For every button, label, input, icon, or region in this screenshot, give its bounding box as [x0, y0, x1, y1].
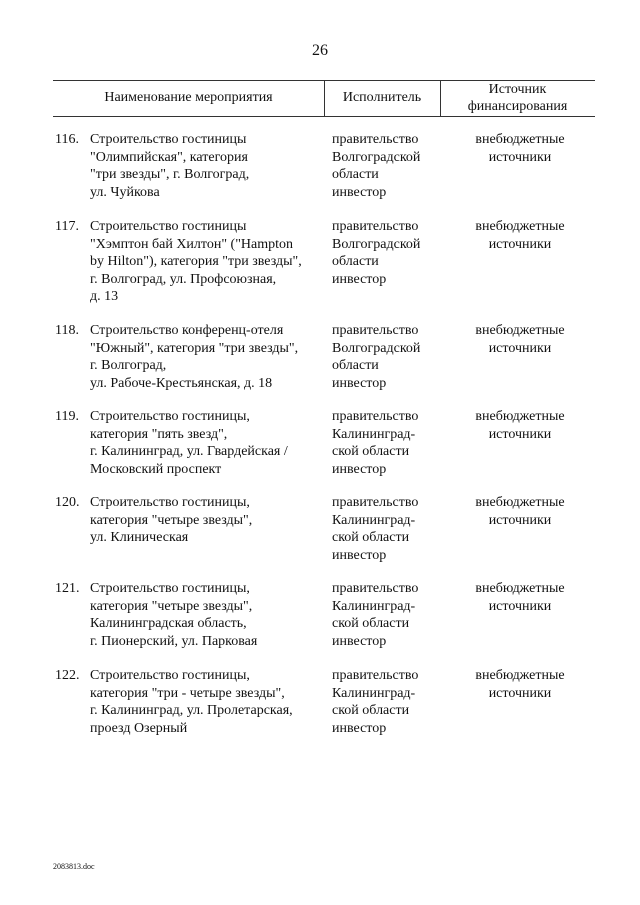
row-title: Строительство гостиницы, категория "четыре звезды", Калининградская область, г. Пионерский, ул. Парковая — [90, 581, 258, 649]
row-source: внебюджетные источники — [475, 495, 565, 528]
row-executor: правительство Волгоградской области инвестор — [332, 323, 421, 391]
row-title: Строительство конференц-отеля "Южный", категория "три звезды", г. Волгоград, ул. Рабоче-Крестьянская, д. 18 — [90, 323, 299, 391]
page-number: 26 — [312, 42, 328, 59]
row-source: внебюджетные источники — [475, 409, 565, 442]
row-number: 120. — [55, 495, 80, 510]
row-source: внебюджетные источники — [475, 132, 565, 165]
row-source: внебюджетные источники — [475, 323, 565, 356]
row-number: 121. — [55, 581, 80, 596]
row-title: Строительство гостиницы "Олимпийская", категория "три звезды", г. Волгоград, ул. Чуйкова — [90, 132, 250, 200]
row-number: 119. — [55, 409, 79, 424]
row-source: внебюджетные источники — [475, 668, 565, 701]
row-executor: правительство Калининград- ской области инвестор — [332, 581, 419, 649]
row-executor: правительство Волгоградской области инвестор — [332, 132, 421, 200]
row-executor: правительство Калининград- ской области инвестор — [332, 495, 419, 563]
row-source: внебюджетные источники — [475, 581, 565, 614]
column-header-name: Наименование мероприятия — [104, 90, 273, 105]
row-source: внебюджетные источники — [475, 219, 565, 252]
row-executor: правительство Волгоградской области инвестор — [332, 219, 421, 287]
row-number: 117. — [55, 219, 79, 234]
row-number: 122. — [55, 668, 80, 683]
row-title: Строительство гостиницы "Хэмптон бай Хилтон" ("Hampton by Hilton"), категория "три звезды", г. Волгоград, ул. Профсоюзная, д. 13 — [90, 219, 302, 304]
document-footer: 2083813.doc — [53, 862, 95, 871]
row-number: 116. — [55, 132, 79, 147]
row-executor: правительство Калининград- ской области инвестор — [332, 668, 419, 736]
row-executor: правительство Калининград- ской области инвестор — [332, 409, 419, 477]
column-header-executor: Исполнитель — [342, 90, 422, 105]
table-header-bottom-rule — [53, 116, 595, 117]
column-header-source: Источник финансирования — [467, 82, 568, 114]
row-title: Строительство гостиницы, категория "пять звезд", г. Калининград, ул. Гвардейская / Московский проспект — [90, 409, 288, 477]
row-title: Строительство гостиницы, категория "три - четыре звезды", г. Калининград, ул. Пролетарская, проезд Озерный — [90, 668, 293, 736]
row-title: Строительство гостиницы, категория "четыре звезды", ул. Клиническая — [90, 495, 253, 545]
row-number: 118. — [55, 323, 79, 338]
